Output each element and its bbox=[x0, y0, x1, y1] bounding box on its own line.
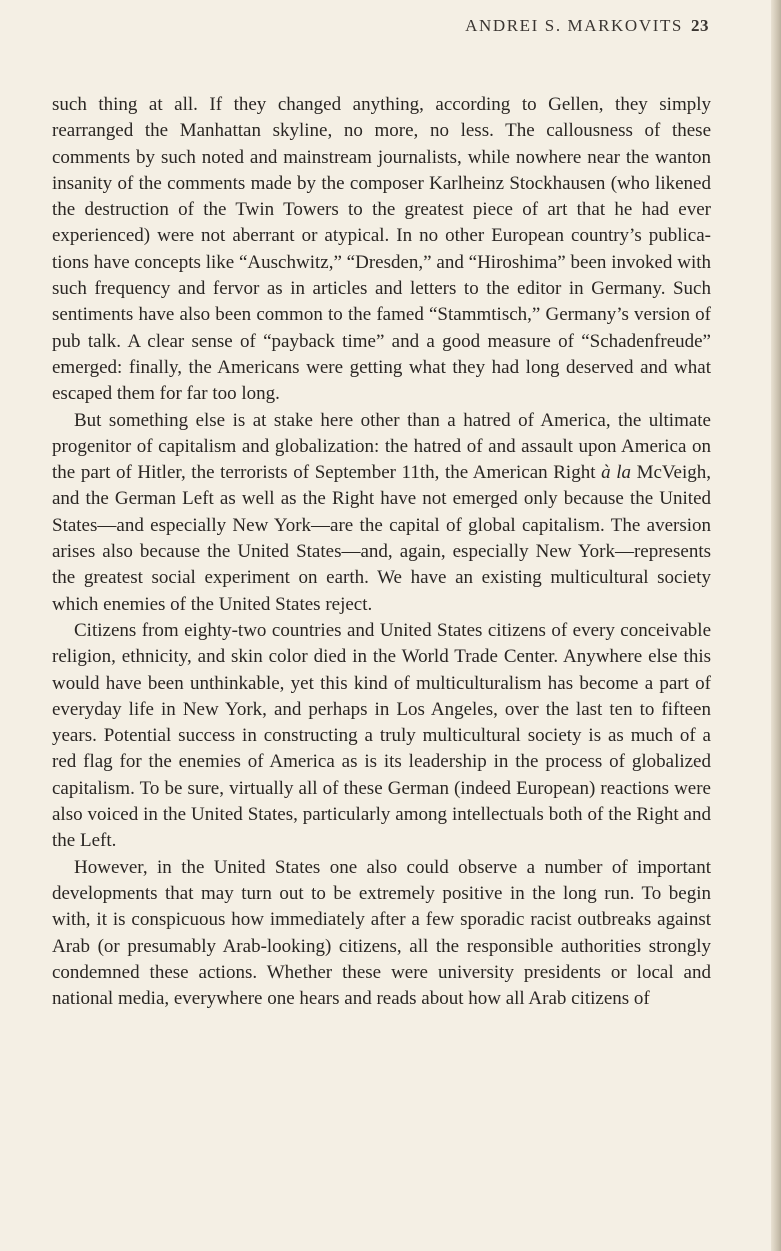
paragraph-2-text-after: McVeigh, and the German Left as well as the Right have not emerged only because the United States—and especially New York—are the capital of global capitalism. The aversion arises also because the United States—and, again, especially New York—represents the greatest social experiment on earth. We have an existing multicultural society which enemies of the United States reject. bbox=[52, 462, 712, 615]
body-text bbox=[52, 92, 711, 1012]
paragraph-3: Citizens from eighty-two countries and United States citizens of every conceivable religion, ethnicity, and skin color died in the World Trade Center. Anywhere else this would have been unthinkable, yet this kind of multiculturalism has become a part of everyday life in New York, and perhaps in Los Angeles, over the last ten to fifteen years. Potential success in constructing a truly multicultural society is as much of a red flag for the enemies of America as is its leadership in the process of globalized capitalism. To be sure, virtually all of these German (indeed European) reactions were also voiced in the United States, particularly among intellectuals both of the Right and the Left. bbox=[52, 619, 711, 852]
paragraph-2-text-before: But something else is at stake here other than a hatred of America, the ultimate progenitor of capitalism and globalization: the hatred of and assault upon America on the part of Hitler, the terrorists of September 11th, the American Right bbox=[52, 409, 711, 484]
paragraph-2 bbox=[52, 408, 711, 618]
author-name: ANDREI S. MARKOVITS bbox=[465, 16, 683, 35]
paragraph-4: However, in the United States one also could observe a number of important developments that may turn out to be extremely positive in the long run. To begin with, it is conspicuous how immediately after a few sporadic racist outbreaks against Arab (or presumably Arab-looking) citizens, all the responsible authorities strongly condemned these actions. Whether these were university presidents or local and national media, everywhere one hears and reads about how all Arab citizens of bbox=[52, 856, 711, 1010]
paragraph-1: such thing at all. If they changed anything, according to Gellen, they simply rearranged the Manhattan skyline, no more, no less. The callousness of these comments by such noted and mainstream journalists, while nowhere near the wanton insanity of the comments made by the composer Karlheinz Stockhausen (who likened the destruction of the Twin Towers to the greatest piece of art that he had ever experienced) were not aberrant or atypical. In no other European country’s publications have concepts like “Auschwitz,” “Dresden,” and “Hiroshima” been invoked with such frequency and fervor as in articles and letters to the editor in Germany. Such sentiments have also been common to the famed “Stammtisch,” Germany’s version of pub talk. A clear sense of “payback time” and a good measure of “Schadenfreude” emerged: finally, the Americans were getting what they had long deserved and what escaped them for far too long. bbox=[52, 94, 711, 405]
page-edge bbox=[771, 0, 781, 1251]
paragraph-2-italic: à la bbox=[601, 462, 631, 484]
page-number: 23 bbox=[691, 16, 709, 35]
running-head bbox=[465, 16, 709, 36]
